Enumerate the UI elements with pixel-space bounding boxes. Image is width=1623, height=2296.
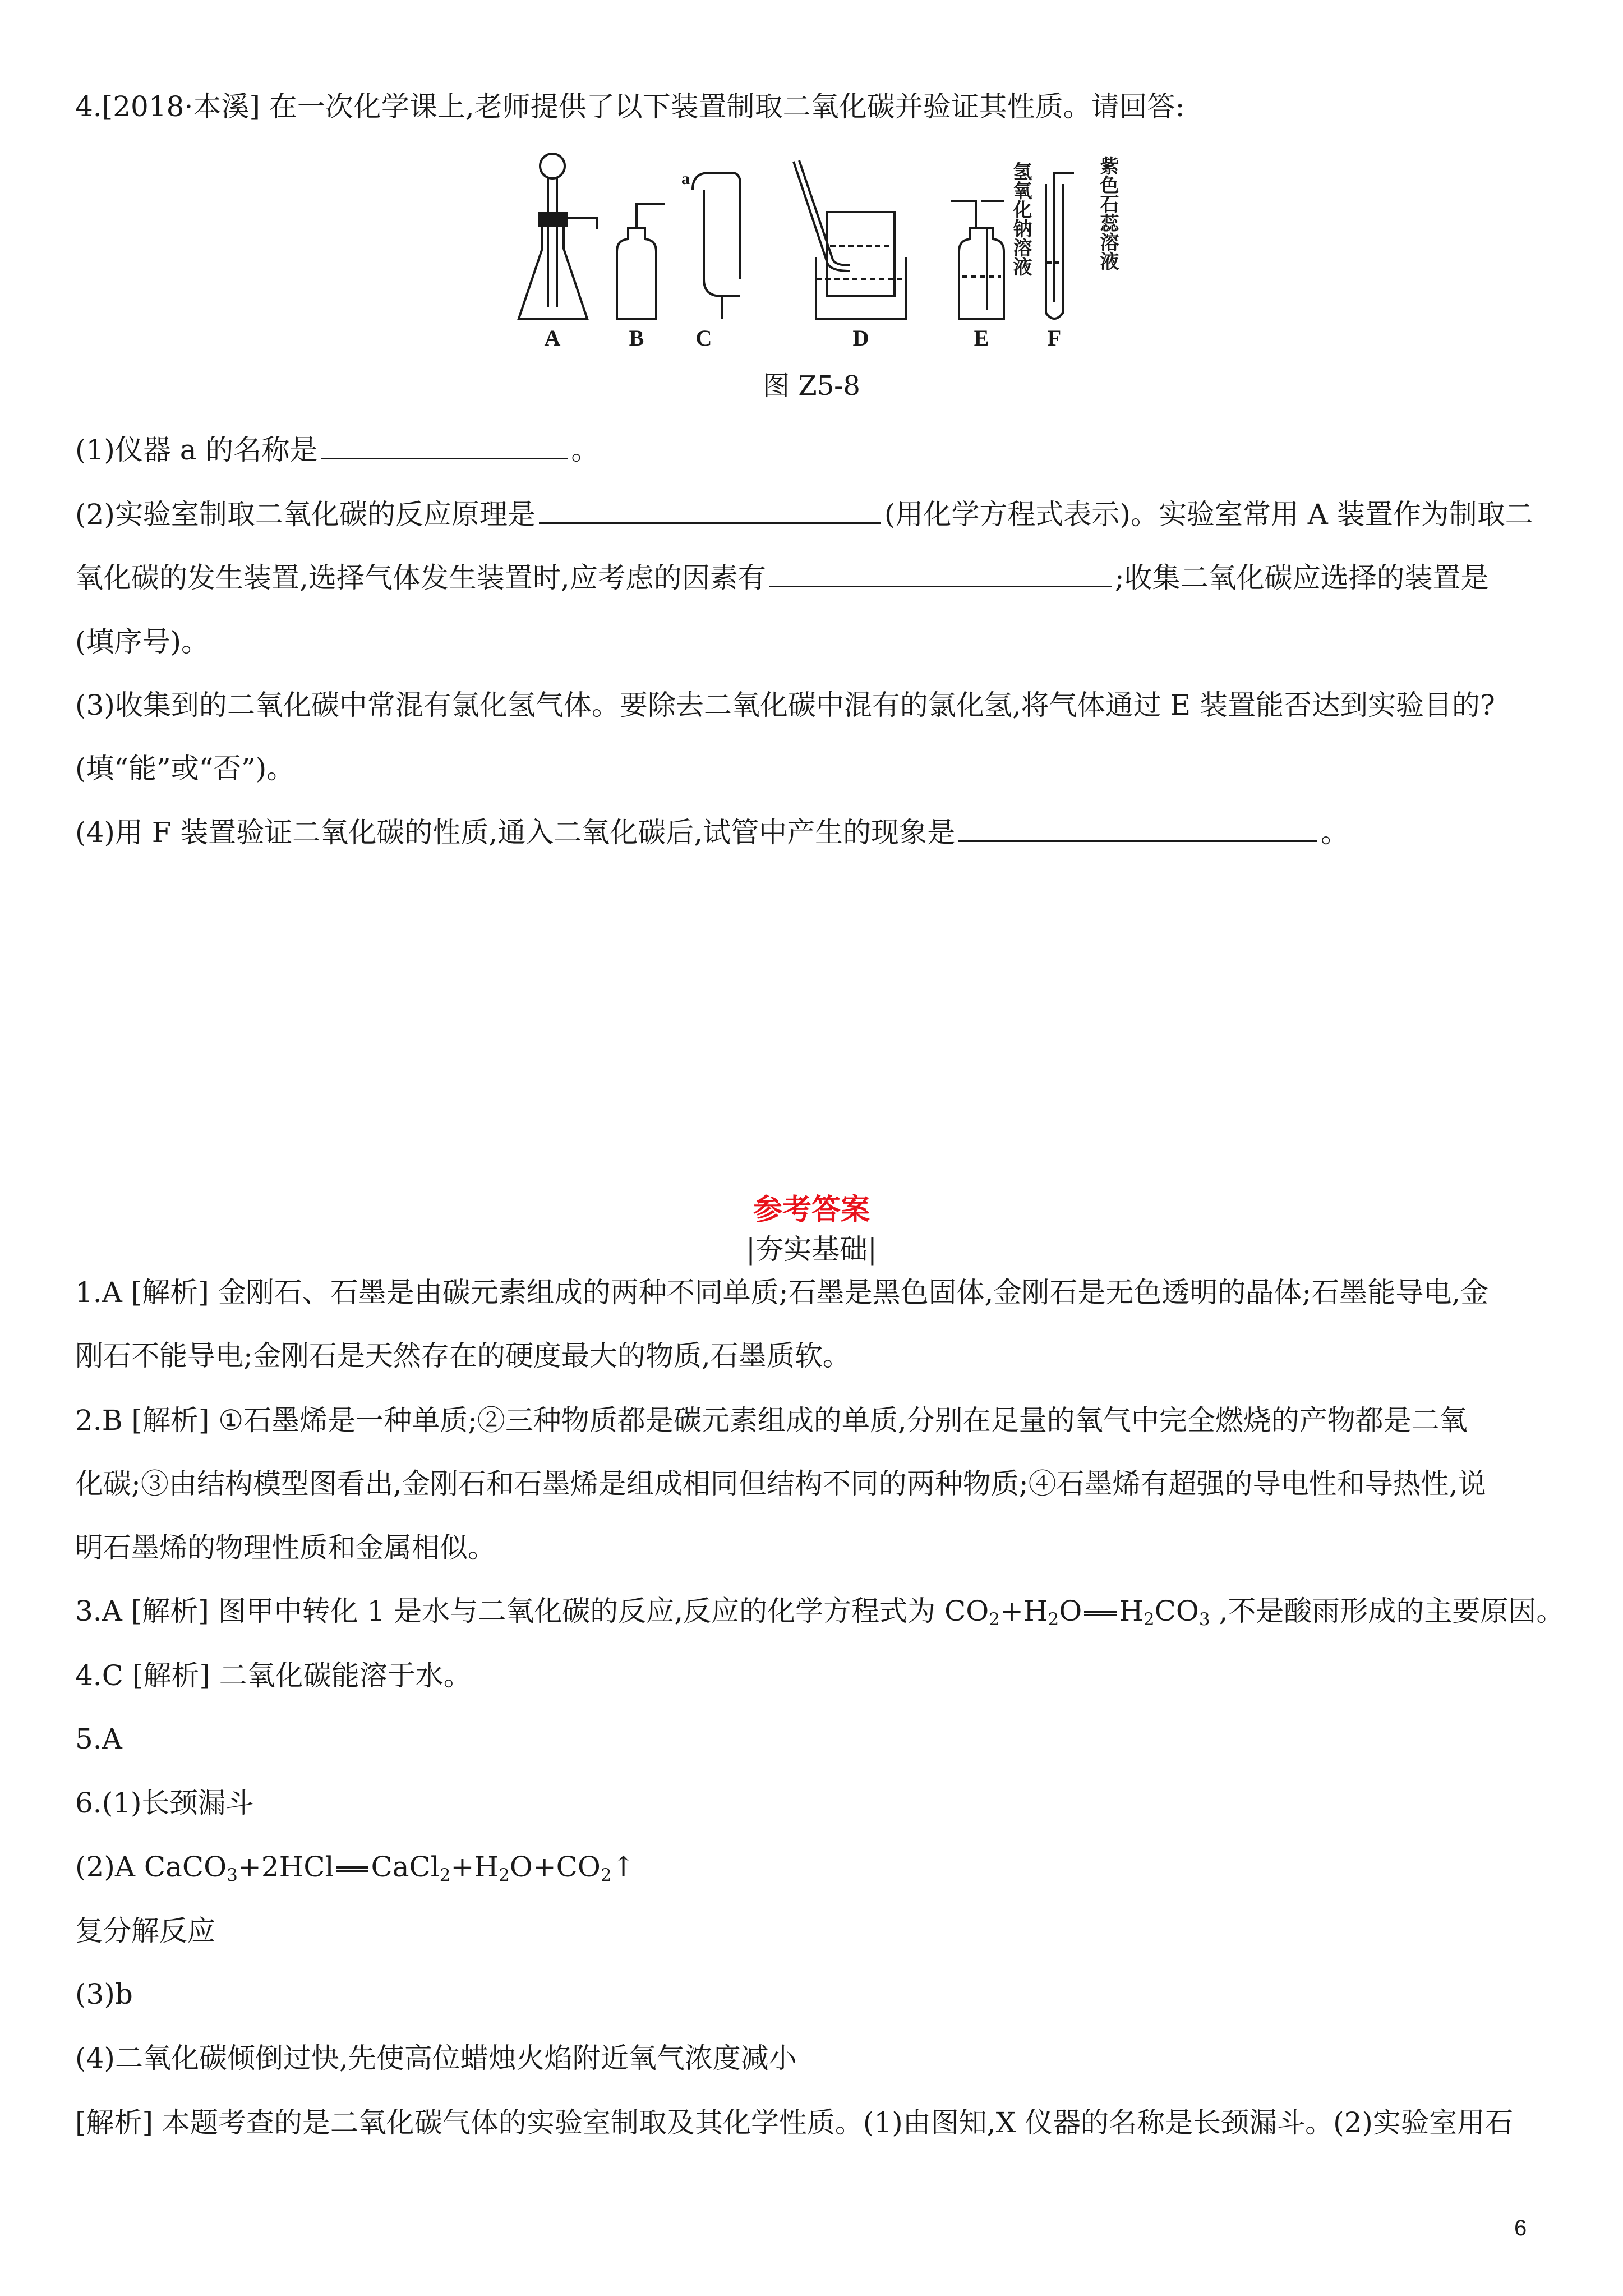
answer-6-1: 6.(1)长颈漏斗: [75, 1787, 254, 1819]
apparatus-a-flask: [519, 154, 597, 319]
answer-blank-2a[interactable]: [539, 498, 881, 524]
answer-6-explanation: [解析] 本题考查的是二氧化碳气体的实验室制取及其化学性质。(1)由图知,X 仪器的名称是长颈漏斗。(2)实验室用石: [75, 2106, 1513, 2139]
answer-5: 5.A: [75, 1723, 122, 1755]
answer-blank-2b[interactable]: [769, 561, 1112, 587]
apparatus-b-bottle: [617, 204, 665, 319]
answer-3: 3.A [解析] 图甲中转化 1 是水与二氧化碳的反应,反应的化学方程式为 $CO_2+H_2O$ $H_2CO_3$ ,不是酸雨形成的主要原因。: [75, 1595, 1565, 1630]
reagent-e-label: 氢氧化钠溶液: [1009, 162, 1032, 276]
question-3-line-2: (填“能”或“否”)。: [75, 752, 295, 785]
question-4: (4)用 F 装置验证二氧化碳的性质,通入二氧化碳后,试管中产生的现象是 。: [75, 816, 1349, 849]
question-1: (1)仪器 a 的名称是 。: [75, 434, 600, 466]
apparatus-figure: [513, 150, 1136, 347]
answer-2-line-2: 化碳;③由结构模型图看出,金刚石和石墨烯是组成相同但结构不同的两种物质;④石墨烯有超强的导电性和导热性,说: [75, 1467, 1486, 1500]
answer-blank-1[interactable]: [321, 433, 568, 459]
answer-blank-4[interactable]: [958, 816, 1317, 842]
answer-6-4: (4)二氧化碳倾倒过快,先使高位蜡烛火焰附近氧气浓度减小: [75, 2042, 797, 2074]
answer-4: 4.C [解析] 二氧化碳能溶于水。: [75, 1659, 472, 1692]
apparatus-f-test-tube: [1046, 173, 1074, 319]
answers-title: 参考答案: [753, 1193, 870, 1227]
question-2-line-3: (填序号)。: [75, 625, 210, 658]
label-b: B: [629, 325, 644, 347]
apparatus-d-trough: [794, 160, 906, 319]
instrument-a-mark: a: [681, 169, 690, 188]
question-2-line-2: 氧化碳的发生装置,选择气体发生装置时,应考虑的因素有 ;收集二氧化碳应选择的装置是: [75, 562, 1489, 594]
page-number: 6: [1514, 2216, 1527, 2240]
apparatus-e-wash-bottle: [951, 201, 1004, 319]
reagent-f-label: 紫色石蕊溶液: [1096, 156, 1119, 270]
question-2-line-1: (2)实验室制取二氧化碳的反应原理是 (用化学方程式表示)。实验室常用 A 装置作为制取二: [75, 498, 1533, 531]
question-header: 4.[2018·本溪] 在一次化学课上,老师提供了以下装置制取二氧化碳并验证其性质。请回答:: [75, 90, 1185, 123]
apparatus-c-tube: [693, 173, 740, 319]
answer-2-line-1: 2.B [解析] ①石墨烯是一种单质;②三种物质都是碳元素组成的单质,分别在足量的氧气中完全燃烧的产物都是二氧: [75, 1404, 1468, 1437]
answers-subtitle: |夯实基础|: [746, 1233, 877, 1266]
label-d: D: [852, 325, 869, 347]
label-a: A: [544, 325, 561, 347]
answer-2-line-3: 明石墨烯的物理性质和金属相似。: [75, 1531, 496, 1564]
label-c: C: [695, 325, 712, 347]
question-3-line-1: (3)收集到的二氧化碳中常混有氯化氢气体。要除去二氧化碳中混有的氯化氢,将气体通过 E 装置能否达到实验目的?: [75, 689, 1495, 721]
answer-6-2-type: 复分解反应: [75, 1915, 215, 1947]
answer-1-line-1: 1.A [解析] 金刚石、石墨是由碳元素组成的两种不同单质;石墨是黑色固体,金刚石是无色透明的晶体;石墨能导电,金: [75, 1276, 1489, 1309]
label-f: F: [1047, 325, 1062, 347]
answer-1-line-2: 刚石不能导电;金刚石是天然存在的硬度最大的物质,石墨质软。: [75, 1340, 851, 1372]
figure-caption: 图 Z5-8: [763, 370, 860, 402]
label-e: E: [974, 325, 989, 347]
answer-6-3: (3)b: [75, 1978, 133, 2010]
answer-6-2: (2)A CaCO$_3$+2HCl $CaCl_2+H_2O+CO_2↑$: [75, 1851, 635, 1885]
equation-3: $CO_2+H_2O$ $H_2CO_3$: [944, 1595, 1210, 1630]
